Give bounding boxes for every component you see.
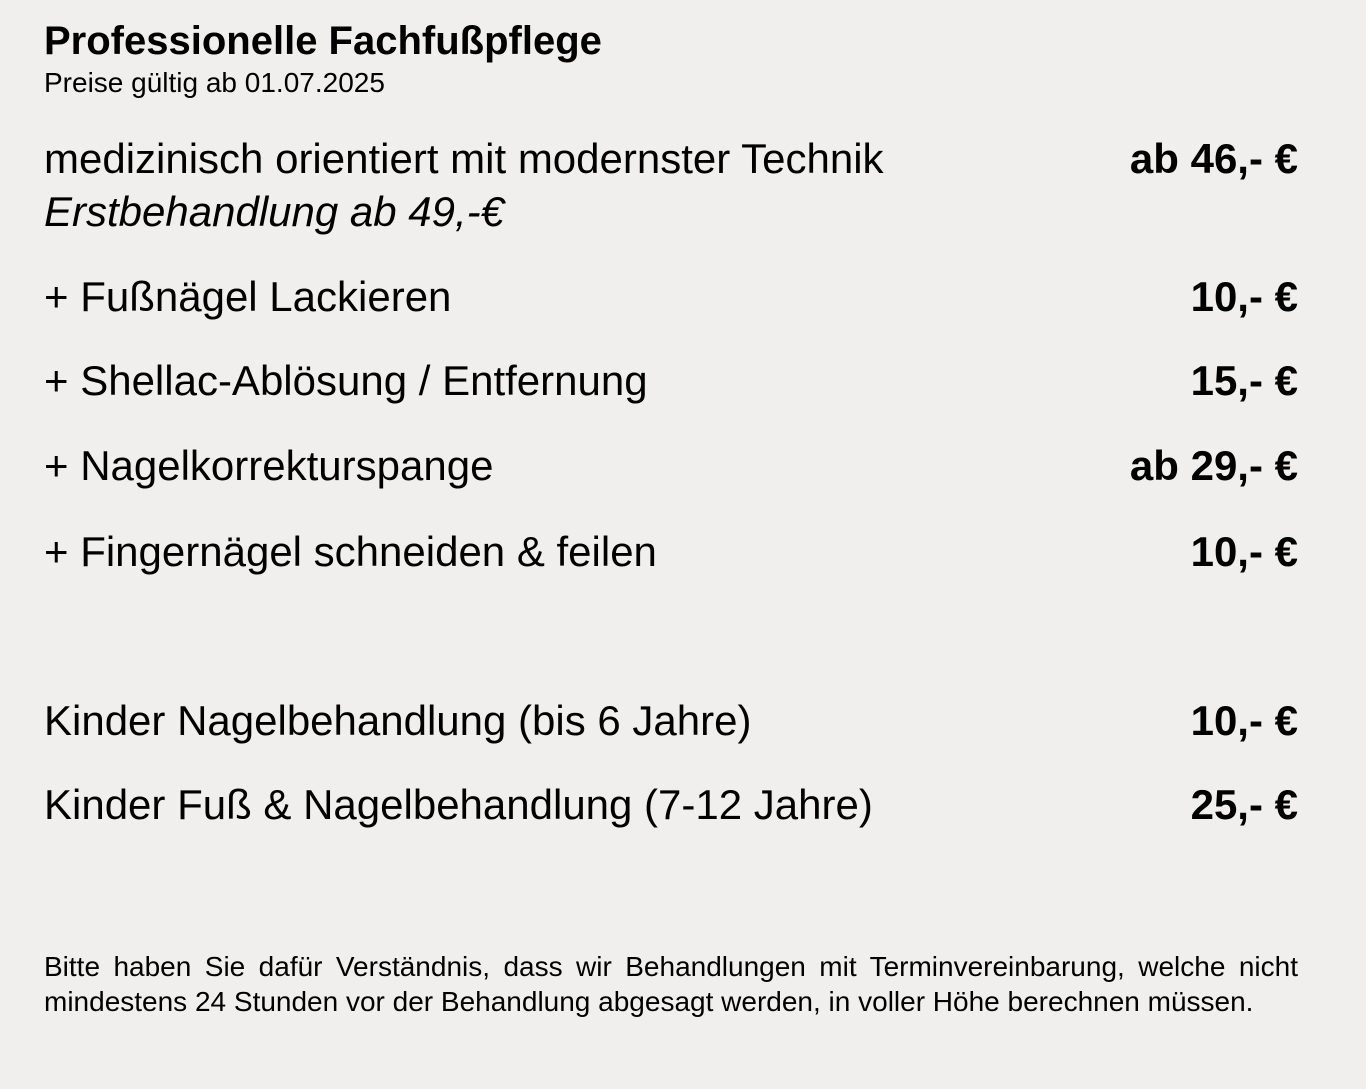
first-treatment-note: Erstbehandlung ab 49,-€ <box>44 188 505 235</box>
price-row-addon <box>44 356 1298 406</box>
service-price: 10,- € <box>1190 697 1298 744</box>
service-label: + Nagelkorrekturspange <box>44 442 494 489</box>
price-row-main-service <box>44 134 1298 184</box>
service-price: 25,- € <box>1190 781 1298 828</box>
service-label: Kinder Nagelbehandlung (bis 6 Jahre) <box>44 697 752 744</box>
first-treatment-note-row <box>44 187 1298 237</box>
service-price: ab 29,- € <box>1129 442 1298 489</box>
service-label: + Fingernägel schneiden & feilen <box>44 528 657 575</box>
price-row-kids <box>44 696 1298 746</box>
price-validity-date: Preise gültig ab 01.07.2025 <box>44 67 385 98</box>
service-label: + Shellac-Ablösung / Entfernung <box>44 357 648 404</box>
price-row-addon <box>44 441 1298 491</box>
price-row-addon <box>44 527 1298 577</box>
price-row-addon <box>44 272 1298 322</box>
price-row-kids <box>44 780 1298 830</box>
price-list <box>44 0 1298 1089</box>
service-label: + Fußnägel Lackieren <box>44 273 452 320</box>
page-title: Professionelle Fachfußpflege <box>44 19 602 63</box>
service-price: 10,- € <box>1190 273 1298 320</box>
service-label: medizinisch orientiert mit modernster Technik <box>44 135 884 182</box>
service-price: ab 46,- € <box>1129 135 1298 182</box>
service-price: 15,- € <box>1190 357 1298 404</box>
service-price: 10,- € <box>1190 528 1298 575</box>
cancellation-disclaimer: Bitte haben Sie dafür Verständnis, dass wir Behandlungen mit Terminvereinbarung, welche nicht mindestens 24 Stunden vor der Behandlung abgesagt werden, in voller Höhe berechnen müssen. <box>44 951 1298 1017</box>
service-label: Kinder Fuß & Nagelbehandlung (7-12 Jahre) <box>44 781 873 828</box>
